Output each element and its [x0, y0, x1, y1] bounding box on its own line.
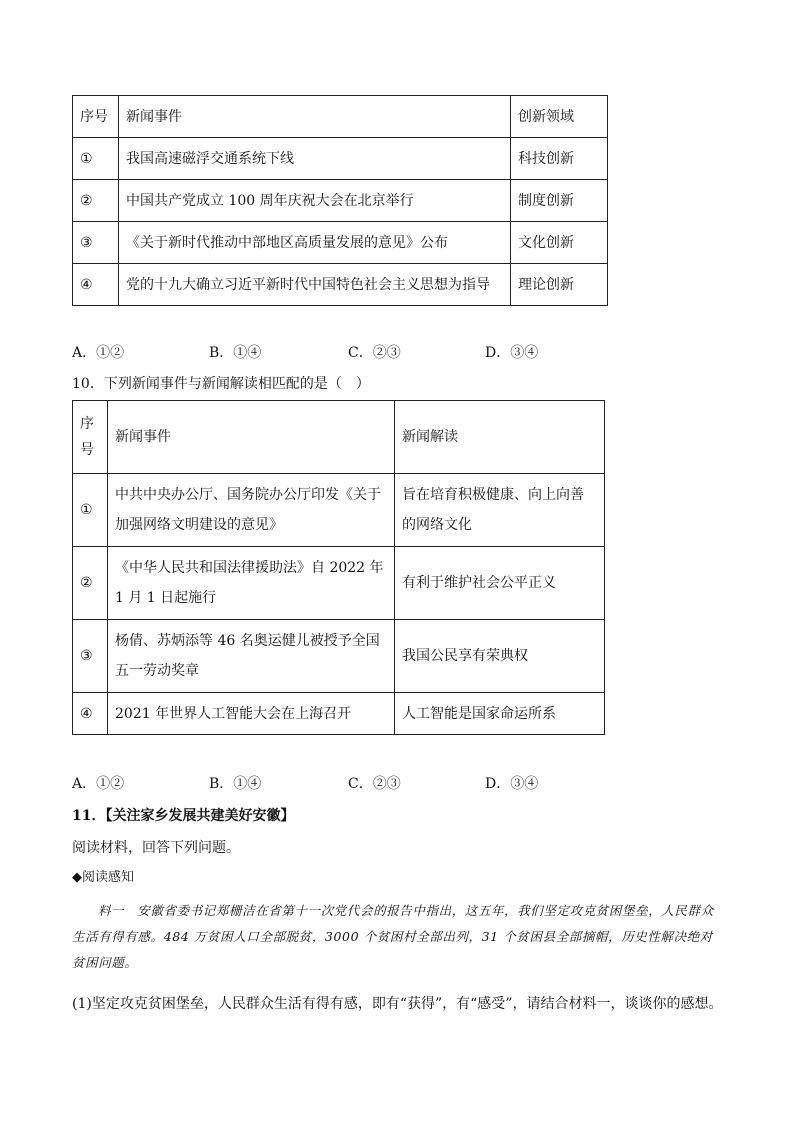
row-number: ④	[73, 693, 108, 735]
option-d[interactable]: D．③④	[485, 345, 539, 361]
news-event: 党的十九大确立习近平新时代中国特色社会主义思想为指导	[119, 264, 511, 306]
option-d[interactable]: D．③④	[485, 776, 539, 792]
row-number: ③	[73, 222, 119, 264]
header-cell: 新闻事件	[108, 401, 395, 474]
row-number: ④	[73, 264, 119, 306]
news-event: 《关于新时代推动中部地区高质量发展的意见》公布	[119, 222, 511, 264]
innovation-field: 理论创新	[511, 264, 608, 306]
question-11-title: 11．【关注家乡发展共建美好安徽】	[72, 808, 295, 824]
table-row	[73, 264, 608, 306]
table-row	[73, 693, 605, 735]
question-10: 10．下列新闻事件与新闻解读相匹配的是（ ）	[72, 376, 370, 392]
answer-options-q9	[72, 343, 672, 363]
news-interpretation: 我国公民享有荣典权	[395, 620, 605, 693]
news-interpretation: 旨在培育积极健康、向上向善的网络文化	[395, 474, 605, 547]
option-c[interactable]: C．②③	[348, 345, 401, 361]
option-a[interactable]: A．①②	[72, 776, 125, 792]
sub-question-1: (1)坚定攻克贫困堡垒，人民群众生活有得有感，即有“获得”，有“感受”，请结合材料一，谈谈你的感想。	[72, 996, 723, 1012]
material-one: 料一 安徽省委书记郑栅洁在省第十一次党代会的报告中指出，这五年，我们坚定攻克贫困堡垒，人民群众生活有得有感。484 万贫困人口全部脱贫，3000 个贫困村全部出列，31 个贫困县全部摘帽，历史性解决绝对贫困问题。	[72, 903, 714, 970]
row-number: ②	[73, 547, 108, 620]
header-cell: 新闻解读	[395, 401, 605, 474]
news-event: 杨倩、苏炳添等 46 名奥运健儿被授予全国五一劳动奖章	[108, 620, 395, 693]
innovation-table	[72, 95, 608, 306]
table-header-row	[73, 401, 605, 474]
table-row	[73, 180, 608, 222]
option-a[interactable]: A．①②	[72, 345, 125, 361]
header-cell: 新闻事件	[119, 96, 511, 138]
row-number: ①	[73, 138, 119, 180]
table-row	[73, 138, 608, 180]
table-row	[73, 547, 605, 620]
row-number: ①	[73, 474, 108, 547]
table-row	[73, 222, 608, 264]
news-interpretation: 人工智能是国家命运所系	[395, 693, 605, 735]
option-c[interactable]: C．②③	[348, 776, 401, 792]
option-b[interactable]: B．①④	[209, 776, 262, 792]
option-b[interactable]: B．①④	[209, 345, 262, 361]
innovation-field: 制度创新	[511, 180, 608, 222]
news-event: 《中华人民共和国法律援助法》自 2022 年 1 月 1 日起施行	[108, 547, 395, 620]
question-11-instruction: 阅读材料，回答下列问题。	[72, 840, 240, 856]
header-cell: 序 号	[73, 401, 108, 474]
answer-options-q10	[72, 774, 672, 794]
news-event: 2021 年世界人工智能大会在上海召开	[108, 693, 395, 735]
news-interpretation-table	[72, 400, 605, 735]
innovation-field: 文化创新	[511, 222, 608, 264]
news-event: 我国高速磁浮交通系统下线	[119, 138, 511, 180]
news-event: 中共中央办公厅、国务院办公厅印发《关于加强网络文明建设的意见》	[108, 474, 395, 547]
header-cell: 序号	[73, 96, 119, 138]
section-heading: ◆阅读感知	[72, 870, 134, 885]
news-interpretation: 有利于维护社会公平正义	[395, 547, 605, 620]
row-number: ③	[73, 620, 108, 693]
header-cell: 创新领域	[511, 96, 608, 138]
table-header-row	[73, 96, 608, 138]
news-event: 中国共产党成立 100 周年庆祝大会在北京举行	[119, 180, 511, 222]
innovation-field: 科技创新	[511, 138, 608, 180]
row-number: ②	[73, 180, 119, 222]
table-row	[73, 474, 605, 547]
table-row	[73, 620, 605, 693]
